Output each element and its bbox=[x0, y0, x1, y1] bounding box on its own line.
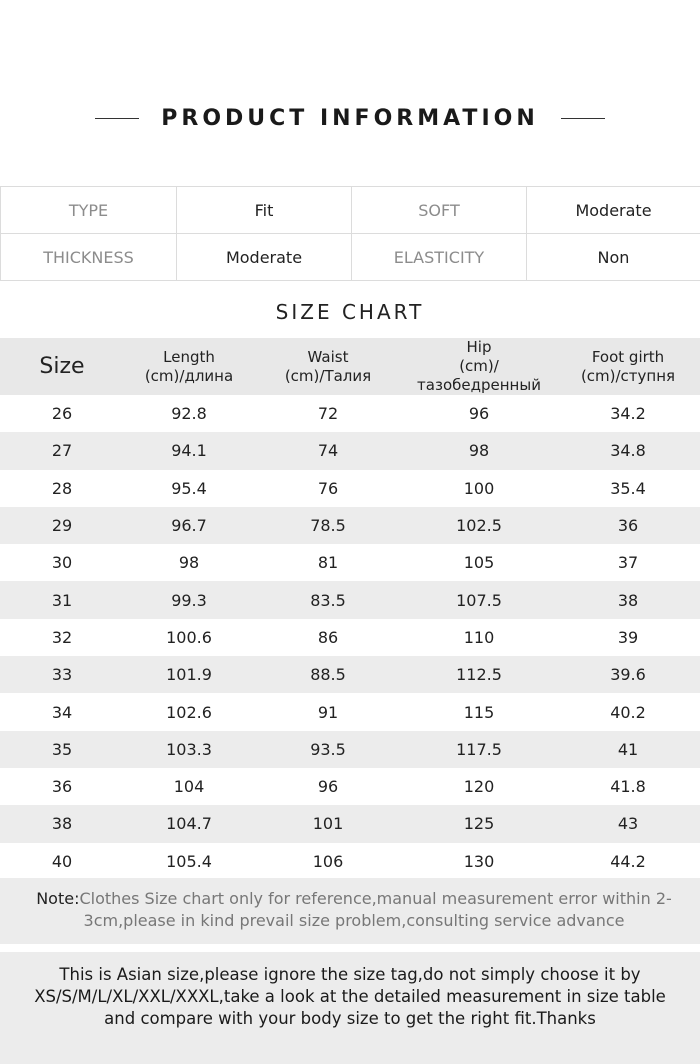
table-row bbox=[0, 693, 700, 730]
cell-length: 96.7 bbox=[124, 507, 254, 544]
cell-size: 38 bbox=[0, 805, 124, 842]
info-row bbox=[1, 187, 700, 234]
column-header-length bbox=[124, 338, 254, 395]
table-row bbox=[0, 731, 700, 768]
cell-hip: 102.5 bbox=[402, 507, 556, 544]
column-header-foot-girth-line: Foot girth bbox=[591, 347, 665, 366]
cell-waist: 91 bbox=[317, 702, 339, 722]
info-value-thickness: Moderate bbox=[177, 234, 352, 281]
cell-foot-girth: 38 bbox=[556, 581, 700, 618]
cell-hip: 117.5 bbox=[402, 731, 556, 768]
info-value-elasticity: Non bbox=[527, 234, 700, 281]
cell-foot-girth: 35.4 bbox=[610, 478, 646, 498]
cell-length: 103.3 bbox=[124, 731, 254, 768]
cell-size: 28 bbox=[51, 478, 73, 498]
column-header-foot-girth-line: (cm)/ступня bbox=[580, 366, 676, 385]
cell-hip: 105 bbox=[463, 553, 495, 573]
size-tip-box bbox=[0, 952, 700, 1064]
cell-hip: 107.5 bbox=[402, 581, 556, 618]
column-header-hip bbox=[402, 338, 556, 395]
cell-hip: 100 bbox=[463, 478, 495, 498]
table-row bbox=[0, 395, 700, 432]
cell-length: 102.6 bbox=[166, 702, 212, 722]
cell-foot-girth: 41.8 bbox=[610, 777, 646, 797]
cell-hip: 120 bbox=[463, 777, 495, 797]
cell-length: 104 bbox=[173, 777, 205, 797]
size-tip-text: This is Asian size,please ignore the size tag,do not simply choose it by XS/S/M/L/XL/XXL/XXXL,take a look at the detailed measurement in size table and compare with your body size to get the right fit.Thanks bbox=[34, 965, 666, 1028]
cell-waist: 72 bbox=[317, 404, 339, 424]
cell-foot-girth: 43 bbox=[556, 805, 700, 842]
size-chart-body bbox=[0, 395, 700, 880]
info-row bbox=[1, 234, 700, 281]
cell-foot-girth: 41 bbox=[556, 731, 700, 768]
column-header-length-line: Length bbox=[163, 347, 215, 366]
column-header-hip-line: (cm)/тазобедренный bbox=[417, 357, 541, 394]
cell-size: 32 bbox=[51, 627, 73, 647]
cell-hip: 125 bbox=[402, 805, 556, 842]
info-label-thickness: THICKNESS bbox=[1, 234, 177, 281]
table-row bbox=[0, 843, 700, 880]
cell-foot-girth: 34.2 bbox=[610, 404, 646, 424]
cell-waist: 74 bbox=[254, 432, 402, 469]
cell-hip: 96 bbox=[468, 404, 490, 424]
cell-size: 35 bbox=[0, 731, 124, 768]
section-header bbox=[0, 100, 700, 136]
note-label: Note: bbox=[36, 889, 80, 908]
product-info-table bbox=[0, 186, 700, 281]
column-header-foot-girth bbox=[556, 338, 700, 395]
cell-hip: 98 bbox=[402, 432, 556, 469]
cell-foot-girth: 40.2 bbox=[610, 702, 646, 722]
table-row bbox=[0, 581, 700, 618]
cell-waist: 106 bbox=[312, 851, 344, 871]
table-row bbox=[0, 544, 700, 581]
cell-size: 40 bbox=[51, 851, 73, 871]
cell-hip: 130 bbox=[463, 851, 495, 871]
table-row bbox=[0, 768, 700, 805]
cell-waist: 93.5 bbox=[254, 731, 402, 768]
cell-waist: 86 bbox=[317, 627, 339, 647]
table-row bbox=[0, 432, 700, 469]
cell-length: 92.8 bbox=[171, 404, 207, 424]
info-label-elasticity: ELASTICITY bbox=[352, 234, 527, 281]
cell-waist: 83.5 bbox=[254, 581, 402, 618]
cell-length: 95.4 bbox=[171, 478, 207, 498]
note-text: Clothes Size chart only for reference,manual measurement error within 2-3cm,please in kind prevail size problem,consulting service advance bbox=[79, 889, 672, 930]
table-row bbox=[0, 619, 700, 656]
cell-waist: 88.5 bbox=[254, 656, 402, 693]
cell-size: 26 bbox=[51, 404, 73, 424]
cell-foot-girth: 34.8 bbox=[556, 432, 700, 469]
cell-length: 104.7 bbox=[124, 805, 254, 842]
size-chart-title: SIZE CHART bbox=[275, 300, 425, 324]
info-label-type: TYPE bbox=[1, 187, 177, 234]
cell-size: 34 bbox=[51, 702, 73, 722]
cell-length: 105.4 bbox=[166, 851, 212, 871]
info-value-soft: Moderate bbox=[527, 187, 700, 234]
cell-waist: 78.5 bbox=[254, 507, 402, 544]
cell-length: 101.9 bbox=[124, 656, 254, 693]
page-title: PRODUCT INFORMATION bbox=[161, 105, 539, 131]
table-row bbox=[0, 805, 700, 842]
title-divider-right bbox=[561, 118, 605, 119]
cell-foot-girth: 36 bbox=[556, 507, 700, 544]
cell-waist: 81 bbox=[317, 553, 339, 573]
cell-waist: 76 bbox=[317, 478, 339, 498]
cell-waist: 101 bbox=[254, 805, 402, 842]
column-header-length-line: (cm)/длина bbox=[144, 366, 234, 385]
column-header-size-line: Size bbox=[39, 354, 85, 379]
cell-hip: 115 bbox=[463, 702, 495, 722]
column-header-waist bbox=[254, 338, 402, 395]
info-value-type: Fit bbox=[177, 187, 352, 234]
cell-size: 33 bbox=[0, 656, 124, 693]
size-chart-table bbox=[0, 338, 700, 880]
cell-foot-girth: 39 bbox=[617, 627, 639, 647]
cell-length: 98 bbox=[178, 553, 200, 573]
cell-size: 27 bbox=[0, 432, 124, 469]
title-divider-left bbox=[95, 118, 139, 119]
cell-length: 100.6 bbox=[166, 627, 212, 647]
cell-foot-girth: 44.2 bbox=[610, 851, 646, 871]
cell-waist: 96 bbox=[317, 777, 339, 797]
cell-length: 94.1 bbox=[124, 432, 254, 469]
cell-hip: 112.5 bbox=[402, 656, 556, 693]
cell-length: 99.3 bbox=[124, 581, 254, 618]
cell-foot-girth: 37 bbox=[617, 553, 639, 573]
table-row bbox=[0, 507, 700, 544]
cell-size: 36 bbox=[51, 777, 73, 797]
cell-hip: 110 bbox=[463, 627, 495, 647]
info-label-soft: SOFT bbox=[352, 187, 527, 234]
cell-size: 29 bbox=[0, 507, 124, 544]
table-row bbox=[0, 470, 700, 507]
table-row bbox=[0, 656, 700, 693]
column-header-waist-line: (cm)/Талия bbox=[284, 366, 372, 385]
column-header-waist-line: Waist bbox=[307, 347, 349, 366]
size-chart-header-row bbox=[0, 338, 700, 395]
note-box bbox=[0, 878, 700, 944]
cell-size: 30 bbox=[51, 553, 73, 573]
column-header-size bbox=[0, 338, 124, 395]
column-header-hip-line: Hip bbox=[466, 338, 492, 356]
cell-foot-girth: 39.6 bbox=[556, 656, 700, 693]
cell-size: 31 bbox=[0, 581, 124, 618]
